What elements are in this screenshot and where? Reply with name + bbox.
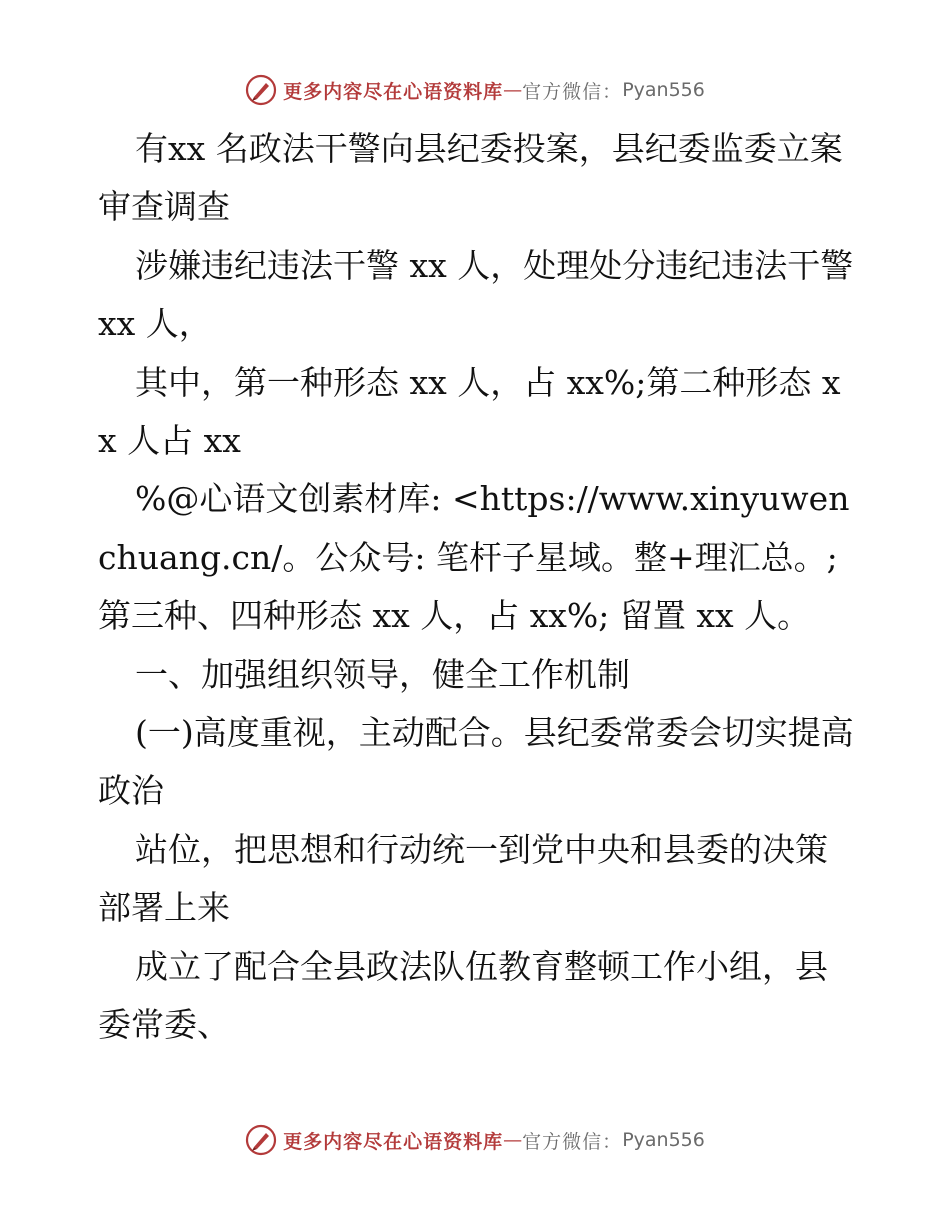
paragraph-6: 站位，把思想和行动统一到党中央和县委的决策部署上来: [98, 829, 828, 928]
header-watermark-banner: [0, 70, 950, 110]
quill-pen-logo-icon: [245, 1124, 277, 1156]
paragraph-1: 有xx 名政法干警向县纪委投案，县纪委监委立案审查调查: [98, 129, 843, 227]
banner-wechat-id: Pyan556: [622, 79, 705, 101]
footer-watermark-banner: [0, 1120, 950, 1160]
banner-brand-text: 更多内容尽在心语资料库: [283, 80, 504, 103]
section-heading-1: 一、加强组织领导，健全工作机制: [135, 654, 630, 694]
document-body: [98, 120, 858, 1055]
paragraph-3: 其中，第一种形态 xx 人，占 xx%;第二种形态 xx 人占 xx: [98, 362, 841, 461]
banner-wechat-label: 官方微信：: [522, 1130, 623, 1153]
banner-separator: —: [503, 79, 523, 101]
quill-pen-logo-icon: [245, 74, 277, 106]
banner-brand-text: 更多内容尽在心语资料库: [283, 1130, 504, 1153]
banner-separator: —: [503, 1129, 523, 1151]
banner-wechat-id: Pyan556: [622, 1129, 705, 1151]
banner-wechat-label: 官方微信：: [522, 80, 623, 103]
paragraph-4: %@心语文创素材库: <https://www.xinyuwenchuang.cn/。公众号: 笔杆子星域。整+理汇总。;第三种、四种形态 xx 人，占 xx%; 留置 xx 人。: [98, 479, 850, 636]
paragraph-2: 涉嫌违纪违法干警 xx 人，处理处分违纪违法干警 xx 人，: [98, 245, 854, 344]
paragraph-5: (一)高度重视，主动配合。县纪委常委会切实提高政治: [98, 713, 854, 811]
paragraph-7: 成立了配合全县政法队伍教育整顿工作小组，县委常委、: [98, 946, 828, 1045]
